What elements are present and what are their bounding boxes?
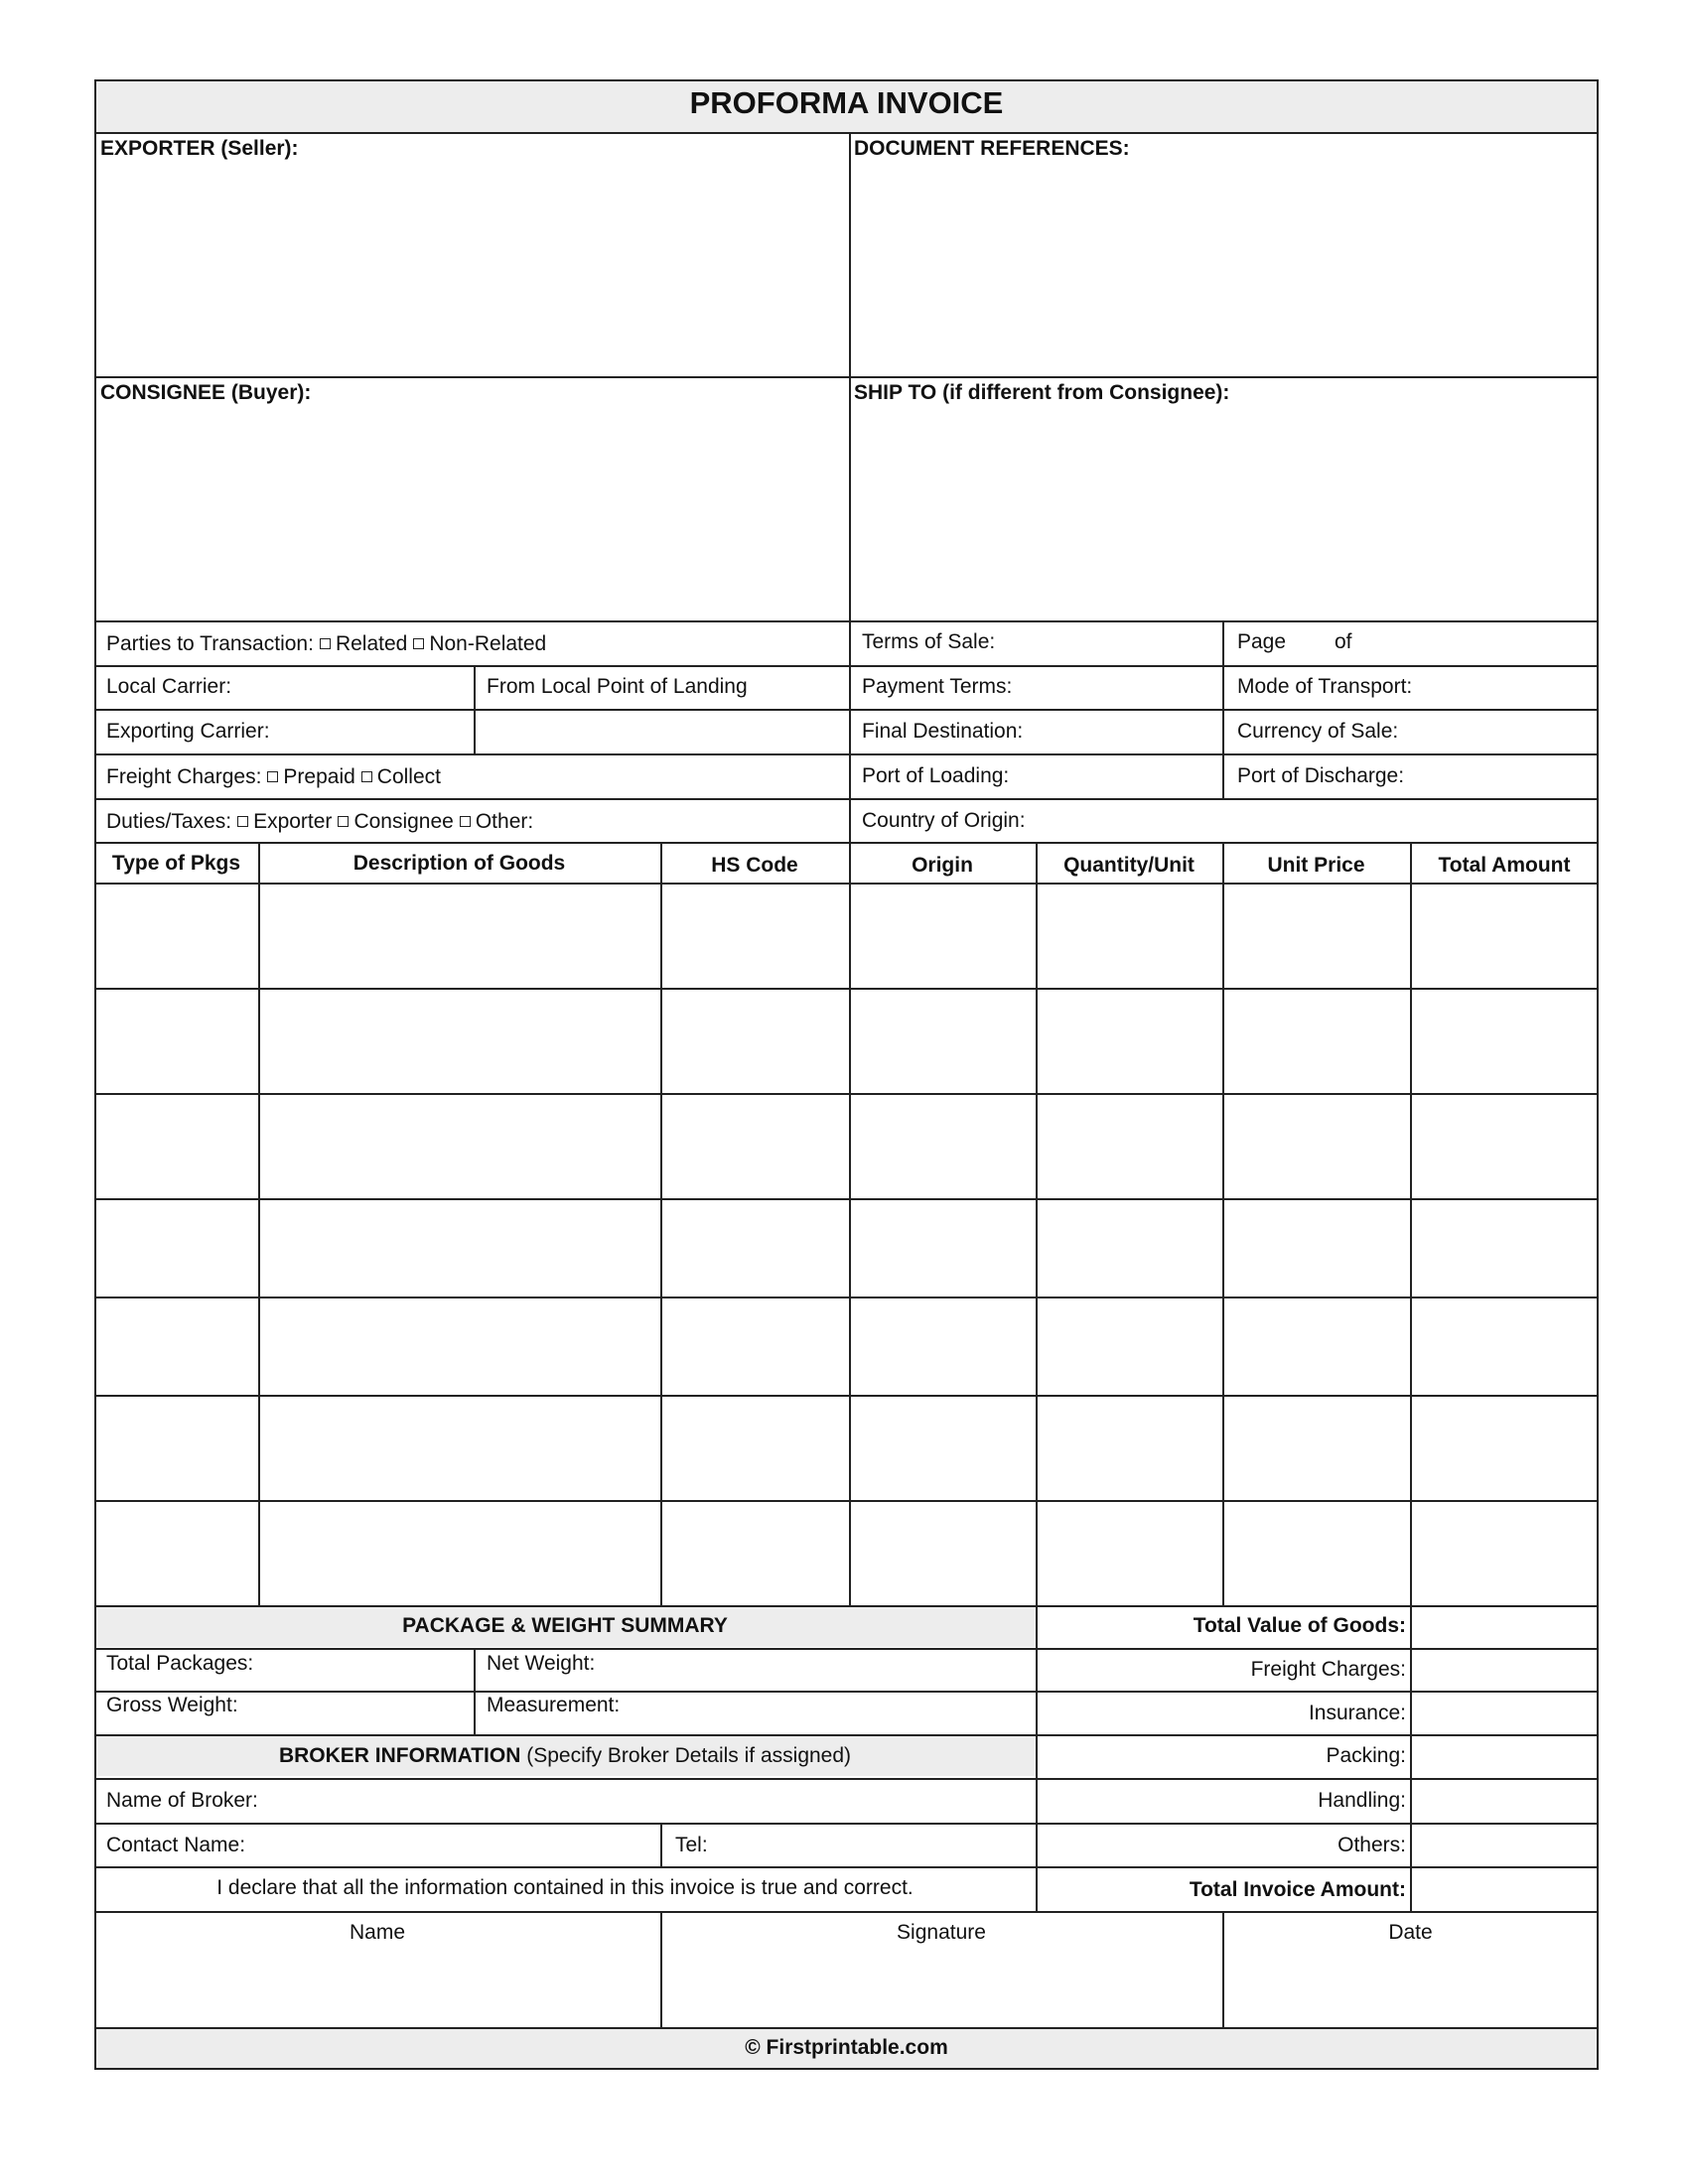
currency-of-sale-label: Currency of Sale: [1237, 720, 1399, 743]
total-packages-label: Total Packages: [106, 1652, 254, 1675]
parties-label: Parties to Transaction: [106, 632, 314, 655]
rule [849, 842, 851, 1605]
signature-label: Signature [897, 1921, 986, 1944]
net-weight-label: Net Weight: [487, 1652, 596, 1675]
exporting-carrier-label: Exporting Carrier: [106, 720, 270, 743]
header-hs-code: HS Code [711, 854, 798, 877]
port-of-discharge-label: Port of Discharge: [1237, 764, 1405, 787]
rule [1222, 842, 1224, 1605]
declaration-text: I declare that all the information contained in this invoice is true and correct. [216, 1876, 914, 1899]
collect-checkbox[interactable] [361, 771, 372, 782]
duties-label: Duties/Taxes: [106, 810, 232, 833]
date-label: Date [1388, 1921, 1433, 1944]
prepaid-label: Prepaid [283, 765, 355, 788]
rule [94, 1911, 1599, 1913]
consignee-label: CONSIGNEE (Buyer): [100, 381, 312, 404]
others-label: Others: [1337, 1834, 1406, 1856]
rule [94, 620, 1599, 622]
header-unit-price: Unit Price [1267, 854, 1365, 877]
rule [94, 753, 1599, 755]
parties-to-transaction [106, 632, 546, 656]
handling-label: Handling: [1318, 1789, 1406, 1812]
rule [94, 1198, 1599, 1200]
local-carrier-label: Local Carrier: [106, 675, 232, 698]
rule [94, 1500, 1599, 1502]
measurement-label: Measurement: [487, 1694, 621, 1716]
payment-terms-label: Payment Terms: [862, 675, 1013, 698]
collect-label: Collect [376, 765, 441, 788]
related-label: Related [335, 632, 408, 655]
freight-charges-options [106, 765, 441, 789]
broker-heading [94, 1744, 1036, 1768]
rule [94, 1297, 1599, 1298]
consignee-option-label: Consignee [353, 810, 454, 833]
page-of-label: of [1335, 630, 1352, 653]
page-label: Page [1237, 630, 1287, 653]
non-related-checkbox[interactable] [413, 638, 424, 649]
rule [94, 2027, 1599, 2029]
header-origin: Origin [912, 854, 973, 877]
broker-heading-title: BROKER INFORMATION [278, 1744, 521, 1767]
rule [94, 1866, 1599, 1868]
exporter-label: EXPORTER (Seller): [100, 137, 299, 160]
total-value-of-goods-label: Total Value of Goods: [1193, 1614, 1406, 1637]
rule [474, 1648, 476, 1734]
rule [94, 842, 1599, 844]
mode-of-transport-label: Mode of Transport: [1237, 675, 1413, 698]
duties-taxes-options [106, 810, 533, 834]
header-total-amount: Total Amount [1438, 854, 1571, 877]
document-references-label: DOCUMENT REFERENCES: [854, 137, 1130, 160]
rule [474, 665, 476, 753]
non-related-label: Non-Related [429, 632, 547, 655]
rule [1410, 842, 1412, 1911]
consignee-checkbox[interactable] [338, 816, 349, 827]
rule [94, 1395, 1599, 1397]
related-checkbox[interactable] [320, 638, 331, 649]
freight-charges-total-label: Freight Charges: [1250, 1658, 1406, 1681]
other-checkbox[interactable] [460, 816, 471, 827]
rule [660, 842, 662, 1605]
rule [849, 132, 851, 842]
header-type-of-pkgs: Type of Pkgs [111, 852, 241, 875]
rule [94, 1823, 1599, 1825]
rule [94, 798, 1599, 800]
exporter-option-label: Exporter [253, 810, 333, 833]
country-of-origin-label: Country of Origin: [862, 809, 1026, 832]
rule [660, 1823, 662, 1866]
rule [258, 842, 260, 1605]
rule [94, 132, 1599, 134]
header-quantity-unit: Quantity/Unit [1063, 854, 1195, 877]
other-option-label: Other: [475, 810, 534, 833]
signature-name-label: Name [349, 1921, 406, 1944]
tel-label: Tel: [675, 1834, 708, 1856]
rule [94, 709, 1599, 711]
freight-label: Freight Charges: [106, 765, 262, 788]
rule [94, 1778, 1599, 1780]
total-invoice-amount-label: Total Invoice Amount: [1189, 1878, 1406, 1901]
rule [94, 988, 1599, 990]
final-destination-label: Final Destination: [862, 720, 1024, 743]
rule [94, 883, 1599, 885]
header-description-of-goods: Description of Goods [352, 852, 566, 875]
rule [1222, 620, 1224, 798]
rule [94, 665, 1599, 667]
rule [94, 376, 1599, 378]
name-of-broker-label: Name of Broker: [106, 1789, 258, 1812]
contact-name-label: Contact Name: [106, 1834, 246, 1856]
packing-label: Packing: [1326, 1744, 1406, 1767]
broker-heading-note: (Specify Broker Details if assigned) [526, 1744, 852, 1767]
summary-heading: PACKAGE & WEIGHT SUMMARY [402, 1614, 728, 1637]
port-of-loading-label: Port of Loading: [862, 764, 1010, 787]
rule [94, 1734, 1599, 1736]
rule [94, 1605, 1599, 1607]
terms-of-sale-label: Terms of Sale: [862, 630, 996, 653]
page-title: PROFORMA INVOICE [689, 85, 1004, 120]
prepaid-checkbox[interactable] [267, 771, 278, 782]
from-local-point-label: From Local Point of Landing [487, 675, 748, 698]
exporter-checkbox[interactable] [237, 816, 248, 827]
rule [94, 1648, 1599, 1650]
rule [94, 1093, 1599, 1095]
ship-to-label: SHIP TO (if different from Consignee): [854, 381, 1230, 404]
rule [94, 1691, 1599, 1693]
insurance-label: Insurance: [1308, 1702, 1406, 1724]
gross-weight-label: Gross Weight: [106, 1694, 238, 1716]
footer-copyright: © Firstprintable.com [745, 2036, 948, 2059]
